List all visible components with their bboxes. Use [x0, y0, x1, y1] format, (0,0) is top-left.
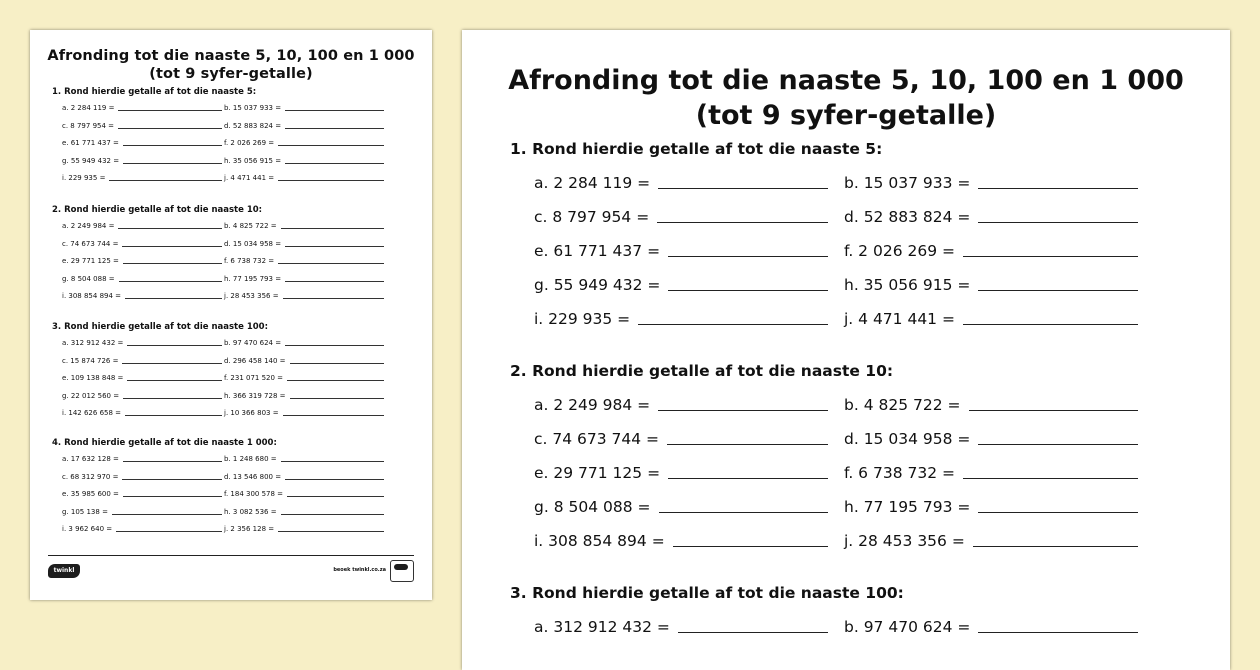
- section-1: [510, 138, 1210, 342]
- question-row: [52, 138, 422, 156]
- question-text: d. 13 546 800 =: [224, 472, 282, 481]
- answer-line[interactable]: [112, 507, 222, 515]
- question-item: [844, 240, 1138, 274]
- page-title: [462, 63, 1230, 133]
- question-item: [534, 206, 828, 240]
- answer-line[interactable]: [278, 138, 384, 146]
- question-text: h. 3 082 536 =: [224, 507, 277, 516]
- answer-line[interactable]: [657, 206, 828, 223]
- section-heading: 2. Rond hierdie getalle af tot die naaste 10:: [510, 362, 894, 380]
- question-text: i. 308 854 894 =: [534, 532, 665, 550]
- question-text: g. 8 504 088 =: [62, 274, 115, 283]
- question-item: [844, 308, 1138, 342]
- question-row: [52, 239, 422, 257]
- question-item: [534, 462, 828, 496]
- question-item: [62, 156, 232, 174]
- question-text: a. 312 912 432 =: [62, 339, 124, 347]
- answer-line[interactable]: [123, 454, 222, 462]
- question-item: [62, 356, 232, 374]
- question-item: [62, 408, 232, 426]
- question-text: h. 77 195 793 =: [224, 274, 282, 283]
- question-row: [52, 489, 422, 507]
- answer-line[interactable]: [123, 156, 222, 164]
- question-item: [224, 121, 394, 139]
- question-row: [510, 206, 1210, 240]
- question-item: [62, 291, 232, 309]
- question-item: [224, 356, 394, 374]
- question-row: [510, 616, 1210, 650]
- answer-line[interactable]: [978, 206, 1138, 223]
- answer-line[interactable]: [123, 256, 222, 264]
- answer-line[interactable]: [678, 616, 828, 633]
- question-item: [534, 616, 828, 650]
- question-text: a. 2 284 119 =: [534, 174, 651, 192]
- question-text: h. 35 056 915 =: [224, 156, 282, 165]
- answer-line[interactable]: [127, 373, 222, 381]
- question-text: c. 15 874 726 =: [62, 356, 119, 365]
- question-item: [534, 394, 828, 428]
- question-text: i. 308 854 894 =: [62, 292, 122, 301]
- question-text: c. 74 673 744 =: [534, 430, 660, 448]
- answer-line[interactable]: [283, 291, 384, 299]
- question-item: [62, 391, 232, 409]
- answer-line[interactable]: [969, 394, 1139, 411]
- question-item: [534, 428, 828, 462]
- section-heading: 3. Rond hierdie getalle af tot die naaste 100:: [52, 322, 268, 332]
- question-item: [224, 239, 394, 257]
- question-item: [62, 256, 232, 274]
- section-2: [510, 360, 1210, 564]
- answer-line[interactable]: [963, 308, 1138, 325]
- question-item: [62, 507, 232, 525]
- section-2: [52, 204, 422, 309]
- question-item: [224, 489, 394, 507]
- question-item: [534, 240, 828, 274]
- question-text: e. 61 771 437 =: [534, 242, 661, 260]
- question-row: [510, 530, 1210, 564]
- question-text: j. 10 366 803 =: [224, 409, 279, 418]
- question-item: [62, 239, 232, 257]
- question-text: j. 4 471 441 =: [224, 174, 275, 183]
- answer-line[interactable]: [668, 462, 828, 479]
- question-item: [224, 454, 394, 472]
- question-item: [62, 472, 232, 490]
- answer-line[interactable]: [281, 507, 384, 515]
- question-text: f. 231 071 520 =: [224, 374, 284, 383]
- question-text: d. 15 034 958 =: [224, 239, 282, 248]
- question-row: [52, 391, 422, 409]
- question-row: [52, 408, 422, 426]
- question-text: d. 52 883 824 =: [844, 208, 971, 226]
- question-item: [844, 428, 1138, 462]
- page-title: [30, 47, 432, 83]
- answer-line[interactable]: [978, 274, 1138, 291]
- question-item: [844, 172, 1138, 206]
- question-text: b. 15 037 933 =: [224, 104, 282, 112]
- question-item: [224, 472, 394, 490]
- answer-line[interactable]: [658, 172, 828, 189]
- badge-icon: [390, 560, 414, 582]
- question-text: a. 17 632 128 =: [62, 455, 119, 463]
- answer-line[interactable]: [285, 239, 384, 247]
- question-text: f. 6 738 732 =: [224, 257, 275, 266]
- question-text: g. 55 949 432 =: [534, 276, 661, 294]
- question-item: [62, 103, 232, 121]
- question-text: a. 2 249 984 =: [62, 222, 115, 230]
- section-heading: 3. Rond hierdie getalle af tot die naaste 100:: [510, 584, 904, 602]
- question-item: [224, 391, 394, 409]
- answer-line[interactable]: [122, 239, 222, 247]
- question-row: [510, 240, 1210, 274]
- question-row: [52, 291, 422, 309]
- question-row: [52, 256, 422, 274]
- question-text: g. 22 012 560 =: [62, 391, 120, 400]
- question-item: [534, 274, 828, 308]
- answer-line[interactable]: [278, 173, 384, 181]
- question-item: [844, 462, 1138, 496]
- answer-line[interactable]: [123, 138, 222, 146]
- question-item: [224, 156, 394, 174]
- section-3: [510, 582, 1210, 650]
- question-row: [52, 373, 422, 391]
- worksheet-page: [462, 30, 1230, 670]
- question-text: i. 3 962 640 =: [62, 525, 113, 534]
- answer-line[interactable]: [290, 391, 384, 399]
- answer-line[interactable]: [638, 308, 828, 325]
- answer-line[interactable]: [978, 172, 1138, 189]
- title-line-2: (tot 9 syfer-getalle): [149, 66, 313, 82]
- question-row: [52, 103, 422, 121]
- answer-line[interactable]: [973, 530, 1138, 547]
- question-item: [62, 173, 232, 191]
- question-row: [510, 428, 1210, 462]
- question-text: h. 35 056 915 =: [844, 276, 971, 294]
- answer-line[interactable]: [287, 489, 384, 497]
- question-row: [52, 274, 422, 292]
- question-item: [62, 373, 232, 391]
- question-text: b. 97 470 624 =: [224, 339, 282, 347]
- answer-line[interactable]: [125, 408, 222, 416]
- question-text: e. 109 138 848 =: [62, 374, 124, 383]
- question-text: i. 229 935 =: [62, 174, 106, 183]
- title-line-1: Afronding tot die naaste 5, 10, 100 en 1 000: [508, 65, 1184, 96]
- question-text: f. 2 026 269 =: [224, 139, 275, 148]
- question-text: b. 1 248 680 =: [224, 455, 277, 463]
- question-item: [844, 274, 1138, 308]
- question-item: [844, 496, 1138, 530]
- answer-line[interactable]: [278, 256, 384, 264]
- answer-line[interactable]: [978, 496, 1138, 513]
- question-text: c. 68 312 970 =: [62, 472, 119, 481]
- answer-line[interactable]: [668, 240, 828, 257]
- question-item: [534, 172, 828, 206]
- answer-line[interactable]: [109, 173, 222, 181]
- question-item: [224, 256, 394, 274]
- answer-line[interactable]: [118, 221, 222, 229]
- question-item: [534, 496, 828, 530]
- question-item: [224, 338, 394, 356]
- question-text: a. 2 249 984 =: [534, 396, 651, 414]
- title-line-1: Afronding tot die naaste 5, 10, 100 en 1 000: [47, 48, 415, 64]
- question-row: [52, 156, 422, 174]
- answer-line[interactable]: [285, 156, 384, 164]
- twinkl-logo: twinkl: [48, 564, 80, 578]
- question-item: [224, 524, 394, 542]
- section-heading: 1. Rond hierdie getalle af tot die naaste 5:: [52, 87, 257, 97]
- question-item: [62, 138, 232, 156]
- question-text: i. 142 626 658 =: [62, 409, 122, 418]
- footer-website: beoek twinkl.co.za: [333, 567, 386, 573]
- question-item: [224, 173, 394, 191]
- answer-line[interactable]: [290, 356, 384, 364]
- question-row: [52, 507, 422, 525]
- question-item: [534, 530, 828, 564]
- worksheet-thumbnail: [30, 30, 432, 600]
- question-item: [224, 221, 394, 239]
- question-row: [52, 472, 422, 490]
- question-row: [52, 173, 422, 191]
- answer-line[interactable]: [125, 291, 222, 299]
- question-item: [62, 454, 232, 472]
- question-text: h. 366 319 728 =: [224, 391, 286, 400]
- question-text: e. 61 771 437 =: [62, 139, 119, 148]
- question-item: [224, 373, 394, 391]
- question-text: f. 184 300 578 =: [224, 490, 284, 499]
- question-row: [510, 274, 1210, 308]
- question-row: [510, 496, 1210, 530]
- question-item: [62, 121, 232, 139]
- question-text: e. 29 771 125 =: [62, 257, 119, 266]
- question-text: b. 15 037 933 =: [844, 174, 971, 192]
- section-4: [52, 437, 422, 542]
- answer-line[interactable]: [285, 121, 384, 129]
- section-3: [52, 321, 422, 426]
- answer-line[interactable]: [285, 274, 384, 282]
- question-row: [510, 308, 1210, 342]
- question-item: [224, 408, 394, 426]
- section-heading: 1. Rond hierdie getalle af tot die naaste 5:: [510, 140, 883, 158]
- question-row: [52, 454, 422, 472]
- question-text: a. 2 284 119 =: [62, 104, 115, 112]
- question-item: [62, 274, 232, 292]
- answer-line[interactable]: [281, 221, 384, 229]
- question-item: [62, 338, 232, 356]
- question-text: i. 229 935 =: [534, 310, 631, 328]
- answer-line[interactable]: [116, 524, 222, 532]
- answer-line[interactable]: [667, 428, 828, 445]
- answer-line[interactable]: [963, 240, 1138, 257]
- answer-line[interactable]: [123, 391, 222, 399]
- question-item: [224, 507, 394, 525]
- question-text: j. 28 453 356 =: [224, 292, 279, 301]
- question-item: [224, 291, 394, 309]
- question-text: c. 8 797 954 =: [534, 208, 650, 226]
- question-row: [52, 338, 422, 356]
- question-text: g. 105 138 =: [62, 507, 108, 516]
- answer-line[interactable]: [978, 616, 1138, 633]
- answer-line[interactable]: [963, 462, 1138, 479]
- question-item: [224, 274, 394, 292]
- section-1: [52, 86, 422, 191]
- question-item: [844, 530, 1138, 564]
- question-text: j. 28 453 356 =: [844, 532, 965, 550]
- question-text: c. 74 673 744 =: [62, 239, 119, 248]
- section-heading: 2. Rond hierdie getalle af tot die naaste 10:: [52, 205, 263, 215]
- question-text: e. 35 985 600 =: [62, 490, 119, 499]
- question-item: [844, 616, 1138, 650]
- question-row: [52, 121, 422, 139]
- question-item: [62, 221, 232, 239]
- question-text: b. 4 825 722 =: [844, 396, 961, 414]
- question-item: [224, 103, 394, 121]
- question-text: g. 8 504 088 =: [534, 498, 651, 516]
- question-text: f. 6 738 732 =: [844, 464, 955, 482]
- answer-line[interactable]: [123, 489, 222, 497]
- question-text: d. 52 883 824 =: [224, 121, 282, 130]
- question-text: c. 8 797 954 =: [62, 121, 115, 130]
- answer-line[interactable]: [659, 496, 829, 513]
- answer-line[interactable]: [285, 472, 384, 480]
- footer-divider: [48, 555, 414, 556]
- question-row: [52, 524, 422, 542]
- question-row: [510, 172, 1210, 206]
- answer-line[interactable]: [287, 373, 384, 381]
- question-row: [52, 221, 422, 239]
- question-text: d. 296 458 140 =: [224, 356, 286, 365]
- answer-line[interactable]: [658, 394, 828, 411]
- answer-line[interactable]: [673, 530, 828, 547]
- question-item: [62, 524, 232, 542]
- answer-line[interactable]: [122, 356, 222, 364]
- answer-line[interactable]: [668, 274, 828, 291]
- answer-line[interactable]: [118, 103, 222, 111]
- question-item: [62, 489, 232, 507]
- question-text: b. 97 470 624 =: [844, 618, 971, 636]
- question-text: b. 4 825 722 =: [224, 222, 277, 230]
- question-row: [52, 356, 422, 374]
- question-text: j. 4 471 441 =: [844, 310, 955, 328]
- question-text: d. 15 034 958 =: [844, 430, 971, 448]
- question-item: [224, 138, 394, 156]
- answer-line[interactable]: [283, 408, 384, 416]
- question-text: f. 2 026 269 =: [844, 242, 955, 260]
- answer-line[interactable]: [978, 428, 1138, 445]
- answer-line[interactable]: [278, 524, 384, 532]
- question-text: g. 55 949 432 =: [62, 156, 120, 165]
- question-item: [844, 394, 1138, 428]
- section-heading: 4. Rond hierdie getalle af tot die naaste 1 000:: [52, 438, 277, 448]
- answer-line[interactable]: [285, 103, 384, 111]
- answer-line[interactable]: [119, 274, 222, 282]
- answer-line[interactable]: [127, 338, 222, 346]
- question-row: [510, 462, 1210, 496]
- answer-line[interactable]: [122, 472, 222, 480]
- question-text: h. 77 195 793 =: [844, 498, 971, 516]
- answer-line[interactable]: [118, 121, 222, 129]
- question-text: a. 312 912 432 =: [534, 618, 670, 636]
- question-text: j. 2 356 128 =: [224, 525, 275, 534]
- title-line-2: (tot 9 syfer-getalle): [695, 100, 997, 131]
- question-item: [844, 206, 1138, 240]
- answer-line[interactable]: [285, 338, 384, 346]
- question-text: e. 29 771 125 =: [534, 464, 661, 482]
- question-item: [534, 308, 828, 342]
- question-row: [510, 394, 1210, 428]
- answer-line[interactable]: [281, 454, 384, 462]
